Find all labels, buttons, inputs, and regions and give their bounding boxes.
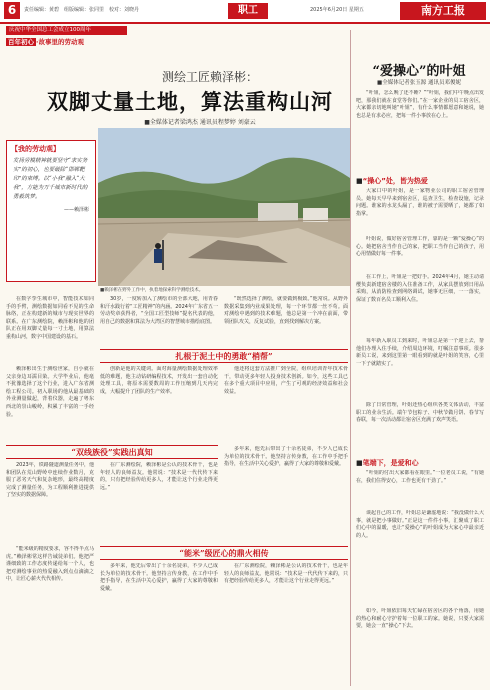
body-paragraph: 在数字孪生城市中，智能技术如同手的手臂，测绘数据如同看不见的生命脉络，正在构建新的城市与现实世界的联系。在广东测绘院，赖泽彬和他的团队正在用双脚丈量每一寸土地，用算法重构山河，数字中国建设的基石。 bbox=[6, 296, 94, 340]
divider bbox=[100, 559, 348, 560]
labor-view-box bbox=[6, 140, 96, 282]
construction-site-illustration bbox=[98, 128, 350, 286]
subhead-rooted: 扎根于泥土中的勇敢“梢帮” bbox=[175, 351, 273, 361]
body-paragraph: “能米级的精度要求，容不得半点马虎。”赖泽彬常这样告诫徒弟们。他把严谨细致的工作态度传递给每一个人，也把对测绘事业的热爱融入到点点滴滴之中，让匠心薪火代代相传。 bbox=[6, 546, 94, 583]
editor-credits: 责任编辑：黄碧 组版编辑：张同里 校对：刘晓丹 bbox=[24, 7, 140, 13]
main-byline: ■全媒体记者梁鸿杰 通讯员程梦婷 刘豪云 bbox=[144, 119, 256, 126]
body-paragraph: 2023年，铁路隧道测量任务中，他和团队在荒山野岭中连续作业数月，克服了恶劣天气和复杂地形，最终高精度完成了测量任务，为工程顺利推进提供了坚实的数据保障。 bbox=[6, 462, 94, 499]
main-headline: 双脚丈量土地，算法重构山河 bbox=[47, 89, 333, 114]
labor-view-caption: 【我的劳动观】 bbox=[11, 145, 60, 153]
column-subtitle: ·故事里的劳动观 bbox=[36, 38, 84, 46]
body-paragraph: 如今，叶姐依旧每天忙碌在宿舍区的各个角落，用她的热心和耐心守护着每一位职工的家。她说，只要大家需要，她会一直“操心”下去。 bbox=[356, 608, 484, 630]
body-paragraph: “既然选择了测绘，就要做到极致。”他常说。从野外数据采集到内业成果处理，每一个环节都一丝不苟。面对测绘中遇到的技术难题，他总是第一个冲在前面，带领团队攻关，反复试验，直到找到解决方案。 bbox=[224, 296, 348, 325]
right-subhead-pen-text: 笔端下，是爱和心 bbox=[362, 459, 419, 467]
newspaper-logo: 南方工报 bbox=[400, 2, 486, 20]
column-tag: 百年初心 bbox=[8, 38, 34, 46]
body-paragraph: “叶姐的付出大家都看在眼里。”一位老员工说，“有她在，我们住得安心，工作也更有干劲了。” bbox=[356, 470, 484, 484]
divider bbox=[100, 546, 348, 547]
body-paragraph: 在广东测绘院，赖泽彬是公认的技术骨干，也是年轻人的良师益友。他常说：“技术是一代代传下来的，只有把经验传给更多人，才能让这个行业走得更远。” bbox=[100, 462, 218, 491]
column-banner bbox=[6, 37, 124, 48]
issue-date: 2025年6月20日 星期五 bbox=[310, 7, 364, 13]
body-paragraph: 大家口中的叶姐，是一家物业公司的职工宿舍管理员。她每天早早来到宿舍区，巡查卫生，检查设施，记录问题。谁家的水龙头漏了，谁的被子需要晒了，她都了如指掌。 bbox=[356, 188, 484, 217]
divider bbox=[100, 362, 348, 363]
body-paragraph: 除了日常管理，叶姐还热心组织各类文体活动，丰富职工的业余生活。端午节包粽子、中秋节做月饼、春节写春联，每一次活动都让宿舍区充满了欢声笑语。 bbox=[356, 402, 484, 424]
body-paragraph: 在广东测绘院，赖泽彬是公认的技术骨干，也是年轻人的良师益友。他常说：“技术是一代代传下来的，只有把经验传给更多人，才能让这个行业走得更远。” bbox=[224, 563, 348, 585]
divider bbox=[6, 445, 218, 446]
body-paragraph: 叶姐说，做好宿舍管理工作，靠的是一颗“爱操心”的心。她把宿舍当作自己的家，把职工当作自己的孩子，用心用情做好每一件事。 bbox=[356, 236, 484, 258]
body-paragraph: 30岁，一度转加入了测绘市的全部大地，用青春和汗水践行着“工匠精神”的内涵。2024年广东省五一劳动奖章获得者，“全国工匠型技师”提名代表的他，用自己的数据和算法为大湾区的智慧城市描绘底图。 bbox=[100, 296, 218, 325]
subhead-practice: “双线族役”实践出真知 bbox=[71, 447, 153, 457]
right-subhead-care-text: “操心”处，皆为热爱 bbox=[362, 177, 428, 185]
body-paragraph: 在工作上，叶姐是一把好手。2024年4月，她主动请缨负责新建宿舍楼的入住准备工作，从家具摆放到日用品采购，从消防检查到网络调试，她事无巨细，一一落实，保证了数百名员工顺利入住。 bbox=[356, 274, 484, 303]
body-paragraph: 谈起自己的工作，叶姐总是谦虚地说：“我没做什么大事，就是把小事做好。”正是这一件件小事，汇聚成了职工们心中的温暖，也让“爱操心”的叶姐成为大家心中最亲近的人。 bbox=[356, 510, 484, 539]
labor-view-signature: ——赖泽彬 bbox=[63, 207, 89, 213]
body-paragraph: 多年来，他先后带出了十余名徒弟，不少人已成长为单位的技术骨干。他坚持言传身教，在工作中手把手指导，在生活中关心爱护，赢得了大家的尊敬和爱戴。 bbox=[224, 446, 348, 468]
divider bbox=[100, 349, 348, 350]
subhead-inheritance: “能米”级匠心的鼎火相传 bbox=[179, 548, 269, 558]
photo-caption: ■赖泽彬在野外工作中，执着地探索科学测绘技术。 bbox=[100, 288, 204, 293]
body-paragraph: “叶姐，怎么晚了还不睡？”“叶姐，我们中午晚点出发吧，那我们就在食堂等你们。”在一家企业的员工宿舍区，大家都亲切地叫她“叶姐”，有什么事情都愿意和她说，她也总是有求必应，把每一件小事放在心上。 bbox=[356, 90, 484, 119]
section-name: 职工 bbox=[228, 3, 268, 19]
body-paragraph: 每年新入职员工到来时，叶姐总是第一个迎上去，帮他们办理入住手续，介绍周边环境，叮嘱注意事项。很多新员工说，来到这里第一眼看到的就是叶姐的笑容，心里一下子就踏实了。 bbox=[356, 338, 484, 367]
right-subhead-pen bbox=[356, 458, 419, 468]
body-paragraph: 他还将这套方法推广到全院，组织培训青年技术骨干，带动更多年轻人投身技术创新。如今，这些工具已在多个重大项目中应用，产生了可观的经济效益和社会效益。 bbox=[224, 366, 348, 395]
divider bbox=[6, 458, 218, 459]
anniversary-banner: 庆祝中华全国总工会成立100周年 bbox=[6, 26, 127, 35]
body-paragraph: 创新是他的关键词。面对海量测绘数据处理效率低的难题，他主动钻研编程技术，开发出一套自动化处理工具，将原本需要数周的工作压缩到几天内完成，大幅提升了团队的生产效率。 bbox=[100, 366, 218, 395]
right-subhead-care bbox=[356, 176, 428, 186]
right-headline: “爱操心”的叶姐 bbox=[372, 64, 466, 79]
column-divider bbox=[350, 30, 351, 686]
page-number: 6 bbox=[4, 2, 20, 19]
main-photo bbox=[98, 128, 350, 286]
headline-kicker: 测绘工匠赖泽彬： bbox=[161, 70, 258, 84]
masthead bbox=[0, 0, 490, 24]
right-byline: ■全媒体记者张玉源 通讯员邓俊妮 bbox=[377, 80, 461, 86]
subhead-marker-icon: ■ bbox=[356, 459, 363, 467]
body-paragraph: 赖泽彬出生于测绘世家，自小就在父亲身边耳濡目染。大学毕业后，他毫不犹豫选择了这个行业，进入广东省测绘工程公司。初入职场的他从最基础的外业测量做起，背着仪器，走遍了粤东西北的崇山峻岭，积累了丰富的一手经验。 bbox=[6, 366, 94, 418]
subhead-marker-icon: ■ bbox=[356, 177, 363, 185]
body-paragraph: 多年来，他先后带出了十余名徒弟，不少人已成长为单位的技术骨干。他坚持言传身教，在工作中手把手指导，在生活中关心爱护，赢得了大家的尊敬和爱戴。 bbox=[100, 563, 218, 592]
labor-view-quote: 发扬劳模精神就要坚守“求实务实”的初心，也要破除“邯郸靶印”的束缚。以“小我”融入“大我”，方能为万千城市新时代的勇毅筑梦。 bbox=[13, 158, 88, 200]
